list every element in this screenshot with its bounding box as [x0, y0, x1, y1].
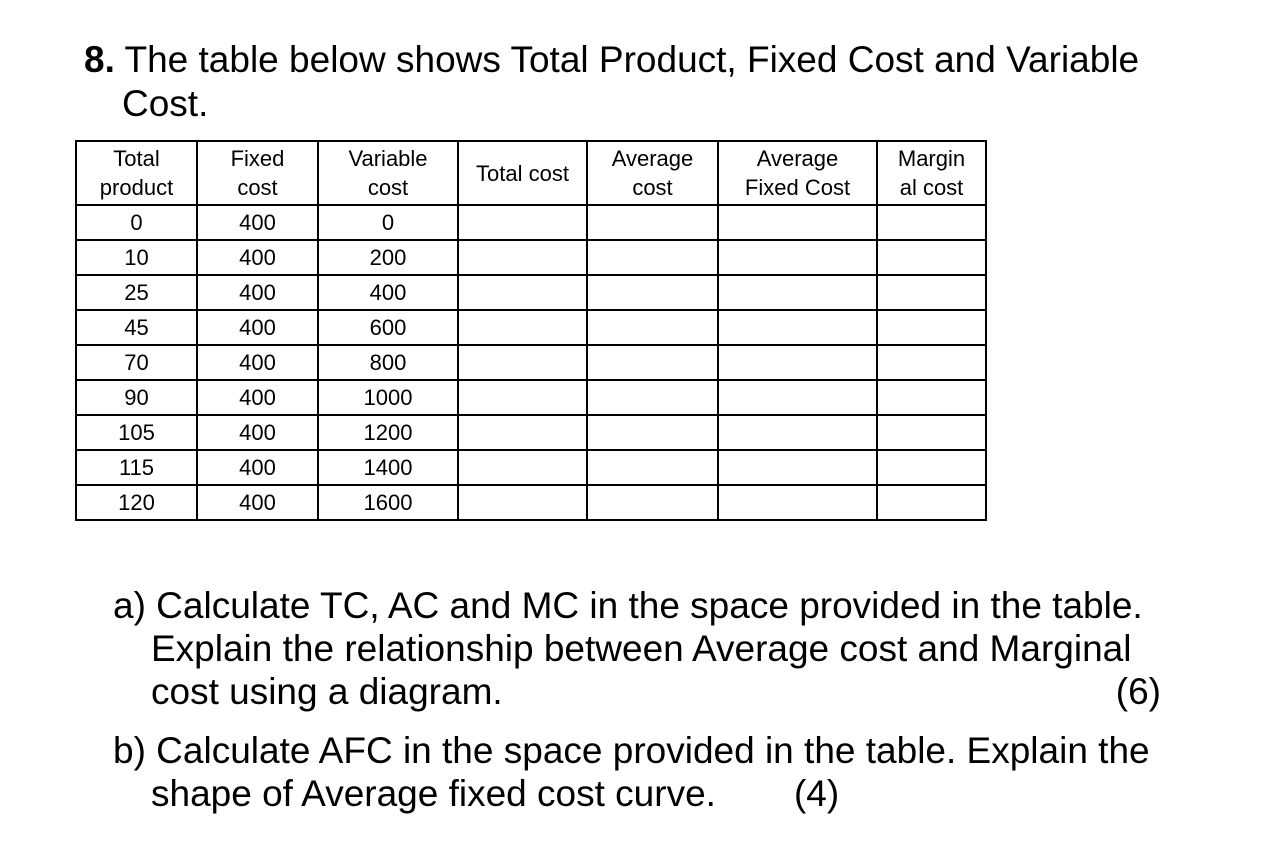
- table-header-text: Average: [611, 146, 694, 171]
- table-cell: [458, 345, 587, 380]
- table-cell: [458, 310, 587, 345]
- table-cell: [458, 450, 587, 485]
- table-header-cell: [718, 141, 877, 205]
- question-text-line1: The table below shows Total Product, Fixed Cost and Variable: [124, 39, 1140, 80]
- part-a-line3: cost using a diagram.: [151, 671, 503, 712]
- table-header-text: Variable: [348, 146, 428, 171]
- table-cell: 400: [197, 485, 318, 520]
- table-header-text: Total cost: [476, 160, 569, 186]
- table-header-cell: [877, 141, 986, 205]
- cost-table: [75, 140, 987, 521]
- part-a-line2: Explain the relationship between Average cost and Marginal: [151, 628, 1132, 669]
- table-cell: 800: [318, 345, 458, 380]
- table-cell: [587, 240, 718, 275]
- table-cell: 70: [76, 345, 197, 380]
- table-cell: 400: [197, 380, 318, 415]
- table-cell: 1400: [318, 450, 458, 485]
- question-number: 8.: [84, 39, 115, 80]
- table-row: [76, 310, 986, 345]
- table-cell: [877, 240, 986, 275]
- table-row: [76, 485, 986, 520]
- table-header-cell: [318, 141, 458, 205]
- table-cell: 0: [318, 205, 458, 240]
- table-cell: [718, 240, 877, 275]
- table-cell: [718, 485, 877, 520]
- table-header-cell: [76, 141, 197, 205]
- table-cell: [458, 380, 587, 415]
- table-cell: 45: [76, 310, 197, 345]
- table-cell: [718, 450, 877, 485]
- table-cell: [718, 415, 877, 450]
- table-row: [76, 380, 986, 415]
- part-b-line1: b) Calculate AFC in the space provided in the table. Explain the: [113, 730, 1150, 771]
- table-row: [76, 345, 986, 380]
- table-header-text: cost: [237, 175, 278, 200]
- table-header-text: Fixed Cost: [744, 175, 851, 200]
- part-b-marks: (4): [793, 773, 840, 814]
- part-a-line3-wrap: [113, 670, 1213, 713]
- table-cell: [458, 485, 587, 520]
- table-cell: [877, 310, 986, 345]
- table-cell: 25: [76, 275, 197, 310]
- table-cell: 400: [197, 345, 318, 380]
- part-b: [113, 729, 1213, 815]
- table-header-text: Total: [113, 146, 160, 171]
- table-cell: 1200: [318, 415, 458, 450]
- table-cell: 105: [76, 415, 197, 450]
- table-cell: 400: [197, 205, 318, 240]
- table-cell: [877, 450, 986, 485]
- table-header-text: cost: [367, 175, 409, 200]
- table-cell: [718, 345, 877, 380]
- table-header-cell: [458, 141, 587, 205]
- table-cell: [718, 380, 877, 415]
- table-header-text: al cost: [899, 175, 964, 200]
- part-a-line1: a) Calculate TC, AC and MC in the space provided in the table.: [113, 585, 1143, 626]
- table-cell: [458, 240, 587, 275]
- table-cell: [877, 415, 986, 450]
- table-cell: 400: [197, 450, 318, 485]
- table-cell: 0: [76, 205, 197, 240]
- table-header-cell: [587, 141, 718, 205]
- table-cell: 120: [76, 485, 197, 520]
- table-cell: [587, 275, 718, 310]
- table-cell: [877, 485, 986, 520]
- table-cell: 10: [76, 240, 197, 275]
- table-header-cell: [197, 141, 318, 205]
- table-header-text: Average: [756, 146, 839, 171]
- table-cell: 400: [197, 240, 318, 275]
- part-b-line2: shape of Average fixed cost curve.: [151, 773, 716, 814]
- table-cell: [587, 450, 718, 485]
- table-cell: [458, 275, 587, 310]
- table-cell: [587, 310, 718, 345]
- sub-questions: [113, 584, 1213, 815]
- table-cell: [458, 415, 587, 450]
- table-cell: 600: [318, 310, 458, 345]
- table-cell: [587, 415, 718, 450]
- table-row: [76, 240, 986, 275]
- table-header-row: [76, 141, 986, 205]
- table-cell: 115: [76, 450, 197, 485]
- question-heading: [84, 38, 1204, 126]
- table-cell: 400: [318, 275, 458, 310]
- table-cell: [877, 275, 986, 310]
- table-cell: 1600: [318, 485, 458, 520]
- table-row: [76, 450, 986, 485]
- table-cell: [718, 310, 877, 345]
- table-cell: [877, 345, 986, 380]
- table-cell: [877, 205, 986, 240]
- table-cell: 200: [318, 240, 458, 275]
- question-text-line2: Cost.: [122, 83, 209, 124]
- table-cell: [718, 205, 877, 240]
- part-b-line2-wrap: [113, 772, 1213, 815]
- table-header-text: Fixed: [230, 146, 285, 171]
- table-cell: 1000: [318, 380, 458, 415]
- table-cell: [718, 275, 877, 310]
- part-a: [113, 584, 1213, 713]
- table-cell: [587, 205, 718, 240]
- table-row: [76, 275, 986, 310]
- table-cell: 400: [197, 310, 318, 345]
- table-cell: [587, 485, 718, 520]
- table-cell: 400: [197, 415, 318, 450]
- table-cell: [458, 205, 587, 240]
- table-row: [76, 205, 986, 240]
- part-a-marks: (6): [1115, 671, 1161, 712]
- table-cell: 400: [197, 275, 318, 310]
- table-row: [76, 415, 986, 450]
- table-cell: [877, 380, 986, 415]
- table-header-text: product: [99, 175, 174, 200]
- table-header-text: cost: [632, 175, 673, 200]
- table-cell: [587, 380, 718, 415]
- table-cell: [587, 345, 718, 380]
- table-body: [76, 205, 986, 520]
- table-cell: 90: [76, 380, 197, 415]
- table-header-text: Margin: [897, 146, 966, 171]
